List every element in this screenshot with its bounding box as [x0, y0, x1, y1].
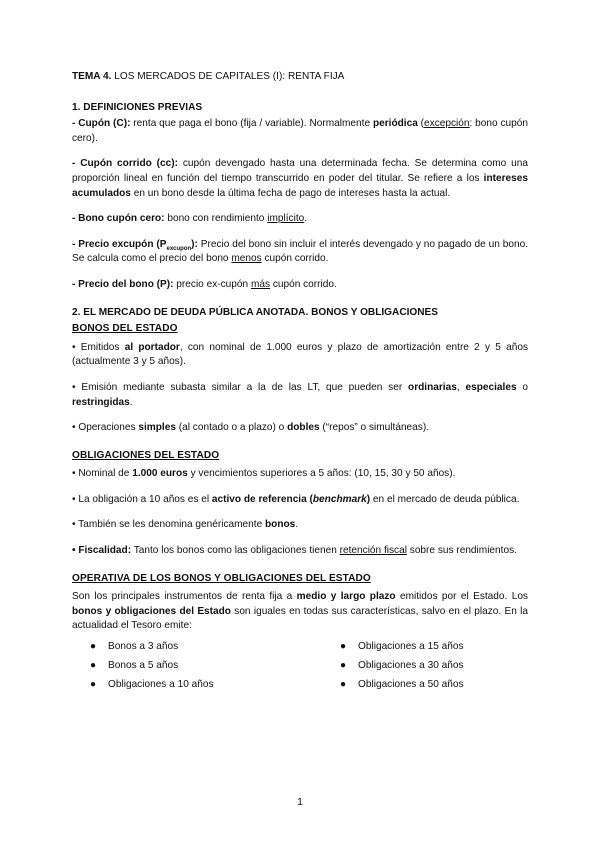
document-page: [72, 70, 528, 697]
def-bono-cupon-cero: - Bono cupón cero: bono con rendimiento implícito.: [72, 213, 308, 225]
bullet-icon: ●: [90, 679, 97, 691]
list-item: ● Obligaciones a 10 años: [72, 678, 322, 697]
obligaciones-item-3: • También se les denomina genéricamente bonos.: [72, 519, 299, 531]
obligaciones-item-2: • La obligación a 10 años es el activo de referencia (benchmark) en el mercado de deuda pública.: [72, 493, 520, 505]
def-precio-excupon: - Precio excupón $(P_{excupon})$: Precio del bono sin incluir el interés devengado y no pagado de un bono. Se calcula como el precio del bono menos cupón corrido.: [72, 238, 528, 265]
bonos-item-3: • Operaciones simples (al contado o a plazo) o dobles (“repos” o simultáneas).: [72, 422, 429, 434]
obligaciones-item-1: • Nominal de 1.000 euros y vencimientos superiores a 5 años: (10, 15, 30 y 50 años).: [72, 468, 456, 480]
def-cupon-corrido: - Cupón corrido (cc): cupón devengado hasta una determinada fecha. Se determina como una proporción lineal en función del tiempo transcurrido en poder del titular. Se refiere a los intereses acumulados en un bono desde la última fecha de pago de intereses hasta la actual.: [72, 158, 528, 199]
bonos-item-2: • Emisión mediante subasta similar a la de las LT, que pueden ser ordinarias, especiales o restringidas.: [72, 381, 528, 408]
def-precio-bono: - Precio del bono (P): precio ex-cupón más cupón corrido.: [72, 278, 337, 290]
emisiones-list: [72, 640, 528, 697]
page-number: 1: [297, 796, 303, 808]
list-item: ● Obligaciones a 50 años: [322, 678, 522, 697]
list-item: ● Bonos a 3 años: [72, 640, 322, 659]
bullet-icon: ●: [340, 679, 347, 691]
list-item: ● Obligaciones a 15 años: [322, 640, 522, 659]
bonos-item-1: • Emitidos al portador, con nominal de 1.000 euros y plazo de amortización entre 2 y 5 años (actualmente 3 y 5 años).: [72, 341, 528, 368]
operativa-paragraph: Son los principales instrumentos de renta fija a medio y largo plazo emitidos por el Estado. Los bonos y obligaciones del Estado son iguales en todas sus características, salvo en el plazo. En la actualidad el Tesoro emite:: [72, 591, 528, 632]
obligaciones-item-4: • Fiscalidad: Tanto los bonos como las obligaciones tienen retención fiscal sobre sus rendimientos.: [72, 545, 517, 557]
page-title: TEMA 4. LOS MERCADOS DE CAPITALES (I): RENTA FIJA: [72, 71, 345, 82]
list-item: ● Obligaciones a 30 años: [322, 659, 522, 678]
emisiones-list-right: [322, 640, 522, 697]
bullet-icon: ●: [90, 660, 97, 672]
section-1-heading: 1. DEFINICIONES PREVIAS: [72, 101, 203, 113]
operativa-heading: OPERATIVA DE LOS BONOS Y OBLIGACIONES DEL ESTADO: [72, 572, 371, 584]
bullet-icon: ●: [340, 660, 347, 672]
bullet-icon: ●: [340, 641, 347, 653]
emisiones-list-left: [72, 640, 322, 697]
def-cupon: - Cupón (C): renta que paga el bono (fija / variable). Normalmente periódica (excepción: bono cupón cero).: [72, 118, 529, 144]
bullet-icon: ●: [90, 641, 97, 653]
section-2-heading: 2. EL MERCADO DE DEUDA PÚBLICA ANOTADA. BONOS Y OBLIGACIONES: [72, 306, 439, 318]
bonos-heading: BONOS DEL ESTADO: [72, 323, 178, 335]
obligaciones-heading: OBLIGACIONES DEL ESTADO: [72, 449, 220, 461]
list-item: ● Bonos a 5 años: [72, 659, 322, 678]
